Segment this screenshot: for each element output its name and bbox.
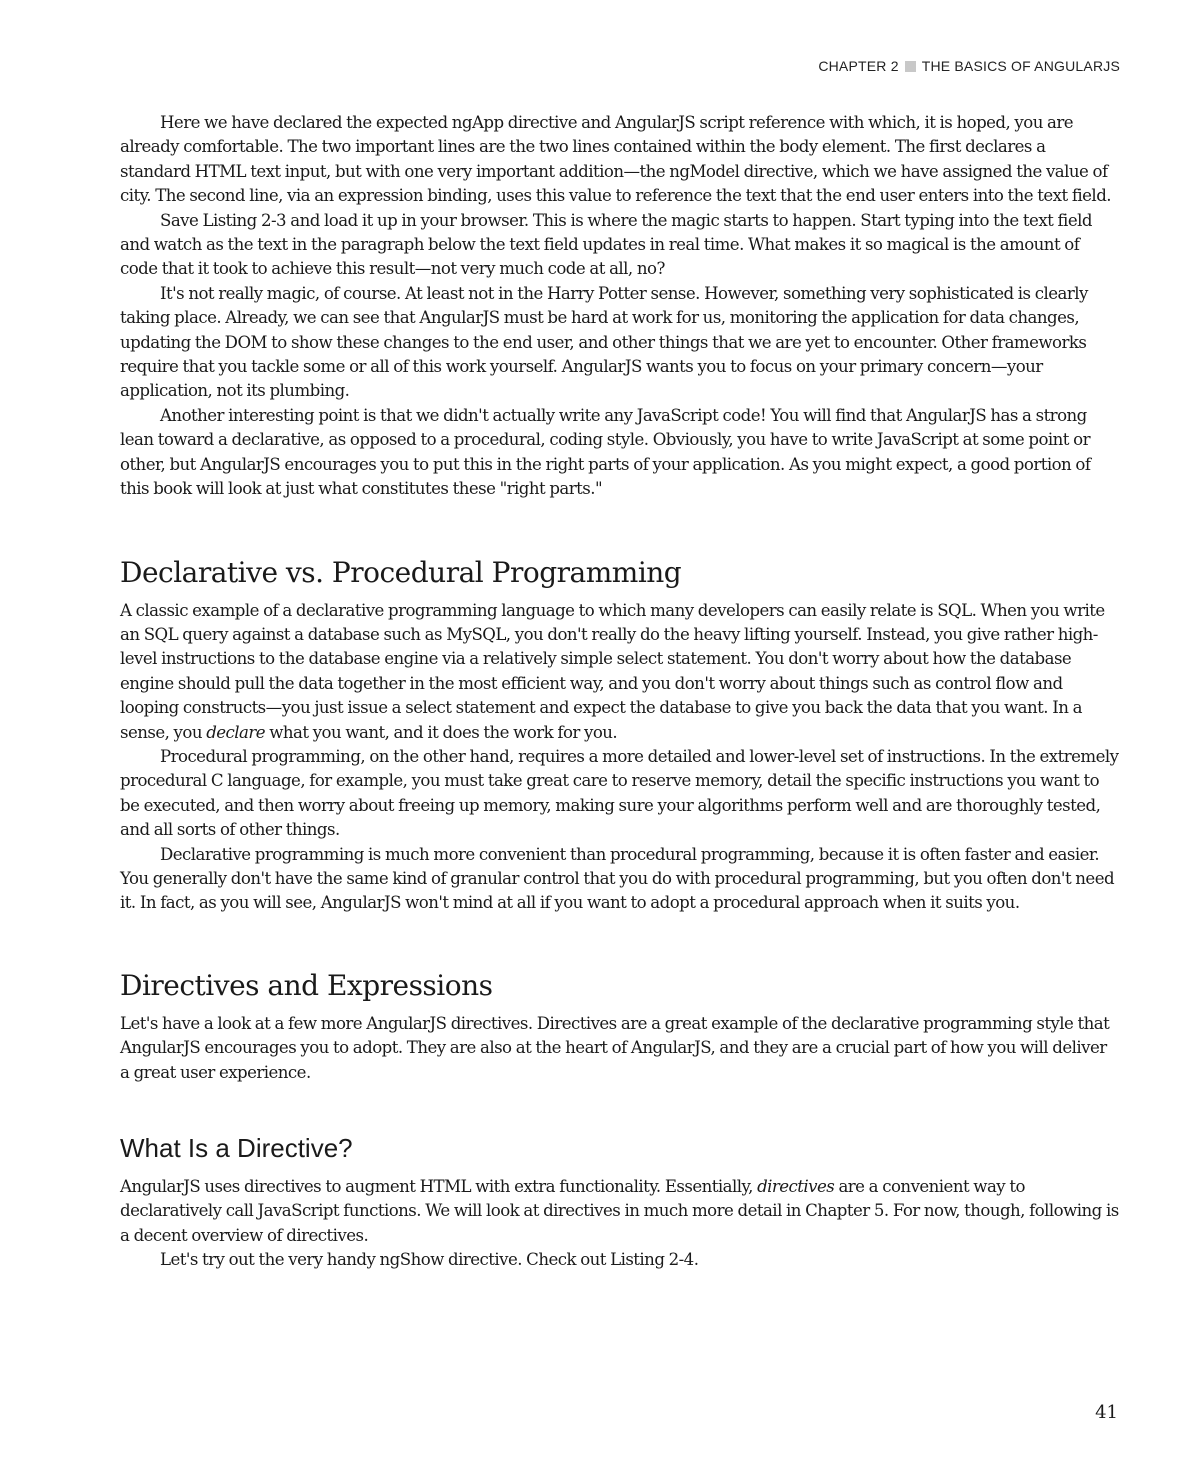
body-paragraph: Let's try out the very handy ngShow directive. Check out Listing 2-4. — [160, 1250, 699, 1270]
body-paragraph: Another interesting point is that we didn't actually write any JavaScript code! You will find that AngularJS has a strong lean toward a declarative, as opposed to a procedural, coding style. Obviously, you have to write JavaScript at some point or other, but AngularJS encourages you to put this in the right parts of your application. As you might expect, a good portion of this book will look at just what constitutes these "right parts." — [120, 405, 1091, 499]
page-number: 41 — [1095, 1402, 1118, 1423]
section-heading-directives: Directives and Expressions — [120, 968, 493, 1002]
body-paragraph: Procedural programming, on the other hand, requires a more detailed and lower-level set of instructions. In the extremely procedural C language, for example, you must take great care to reserve memory, detail the specific instructions you want to be executed, and then worry about freeing up memory, making sure your algorithms perform well and are thoroughly tested, and all sorts of other things. — [120, 746, 1119, 840]
chapter-title: THE BASICS OF ANGULARJS — [921, 58, 1120, 74]
body-paragraph — [120, 599, 1120, 745]
body-paragraph — [120, 1175, 1120, 1248]
page-body — [120, 111, 1120, 1273]
body-paragraph: Save Listing 2-3 and load it up in your browser. This is where the magic starts to happen. Start typing into the text field and watch as the text in the paragraph below the text field updates in real time. What makes it so magical is the amount of code that it took to achieve this result—not very much code at all, no? — [120, 210, 1092, 279]
separator-square-icon — [905, 61, 916, 72]
emphasis-text: declare — [206, 722, 266, 742]
body-paragraph: Let's have a look at a few more AngularJS directives. Directives are a great example of the declarative programming style that AngularJS encourages you to adopt. They are also at the heart of AngularJS, and they are a crucial part of how you will deliver a great user experience. — [120, 1013, 1110, 1082]
running-head — [818, 58, 1120, 74]
body-paragraph: Here we have declared the expected ngApp directive and AngularJS script reference with which, it is hoped, you are already comfortable. The two important lines are the two lines contained within the body element. The first declares a standard HTML text input, but with one very important addition—the ngModel directive, which we have assigned the value of city. The second line, via an expression binding, uses this value to reference the text that the end user enters into the text field. — [120, 113, 1111, 206]
emphasis-text: directives — [757, 1177, 835, 1196]
text-run: what you want, and it does the work for you. — [265, 722, 618, 742]
text-run: A classic example of a declarative programming language to which many developers can easily relate is SQL. When you write an SQL query against a database such as MySQL, you don't really do the heavy lifting yourself. Instead, you give rather high-level instructions to the database engine via a relatively simple select statement. You don't worry about how the database engine should pull the data together in the most efficient way, and you don't worry about things such as control flow and looping constructs—you just issue a select statement and expect the database to give you back the data that you want. In a sense, you — [120, 600, 1105, 742]
body-paragraph: Declarative programming is much more convenient than procedural programming, because it is often faster and easier. You generally don't have the same kind of granular control that you do with procedural programming, but you often don't need it. In fact, as you will see, AngularJS won't mind at all if you want to adopt a procedural approach when it suits you. — [120, 844, 1115, 913]
chapter-label: CHAPTER 2 — [818, 58, 899, 74]
body-paragraph: It's not really magic, of course. At least not in the Harry Potter sense. However, something very sophisticated is clearly taking place. Already, we can see that AngularJS must be hard at work for us, monitoring the application for data changes, updating the DOM to show these changes to the end user, and other things that we are yet to encounter. Other frameworks require that you tackle some or all of this work yourself. AngularJS wants you to focus on your primary concern—your application, not its plumbing. — [120, 283, 1088, 401]
text-run: AngularJS uses directives to augment HTML with extra functionality. Essentially, — [120, 1177, 758, 1196]
text-run: are a convenient way to declaratively call JavaScript functions. We will look at directives in much more detail in Chapter 5. For now, though, following is a decent overview of directives. — [120, 1177, 1119, 1245]
subsection-heading-what-is-directive: What Is a Directive? — [120, 1133, 353, 1163]
section-heading-declarative: Declarative vs. Procedural Programming — [120, 555, 682, 589]
